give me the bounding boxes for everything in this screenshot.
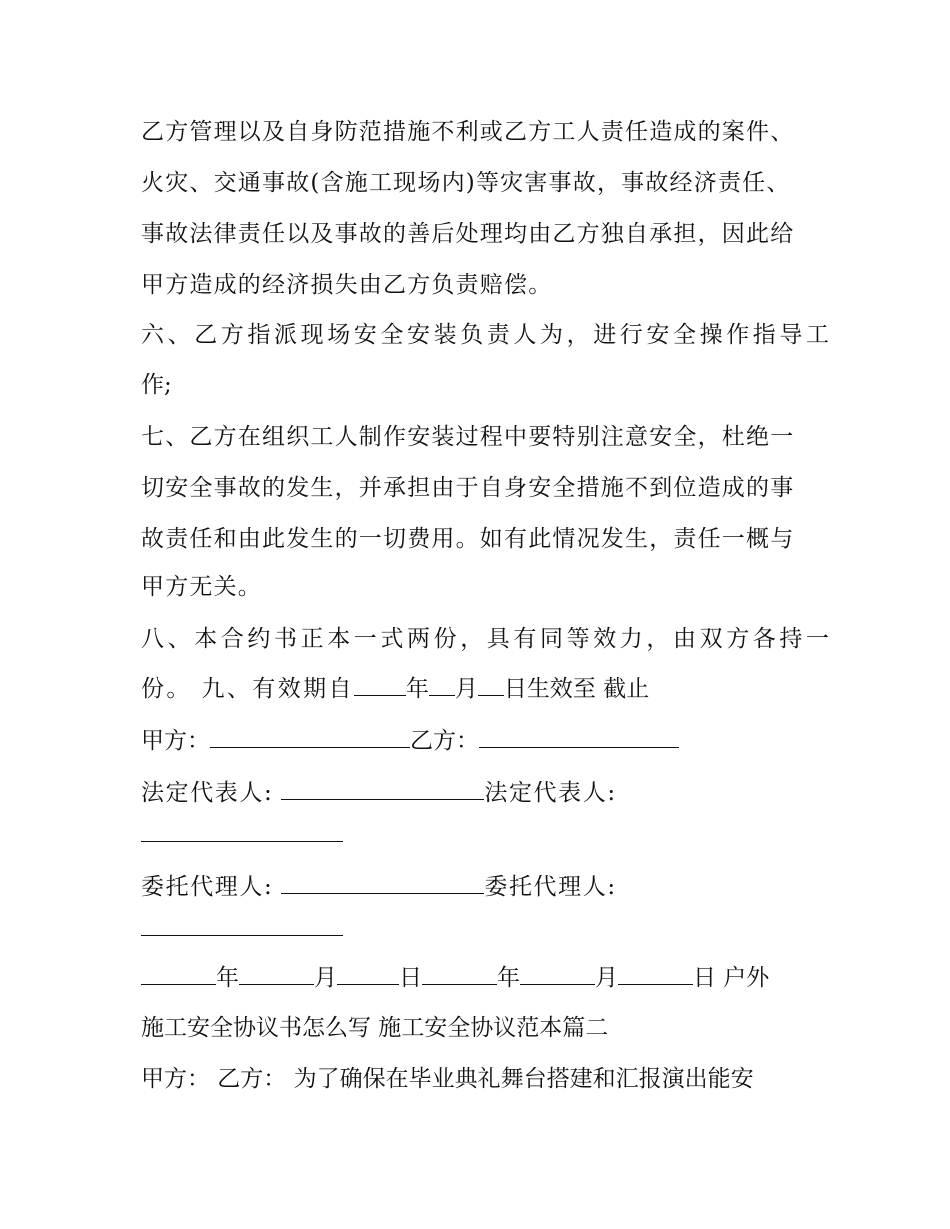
validity-suffix: 日生效至 截止 [503,676,650,702]
clause-seven-line-4: 甲方无关。 [141,574,262,600]
legal-rep-a-label: 法定代表人: [141,780,274,806]
paragraph-line-4: 甲方造成的经济损失由乙方负责赔偿。 [141,272,553,298]
validity-line [141,674,649,704]
legal-rep-line [141,778,617,808]
clause-six: 六、乙方指派现场安全安装负责人为，进行安全操作指导工 [141,322,833,348]
date-blank-2 [239,964,314,985]
legal-rep-b-blank-line [141,820,343,850]
party-a-blank [210,727,410,748]
date-blank-1 [141,964,216,985]
party-b-label: 乙方： [410,728,479,754]
blank-day [478,675,504,696]
date-day-1: 日 [399,965,422,991]
clause-seven-line-1: 七、乙方在组织工人制作安装过程中要特别注意安全，杜绝一 [141,424,795,450]
paragraph-line-3: 事故法律责任以及事故的善后处理均由乙方独自承担，因此给 [141,221,795,247]
party-b-blank [479,727,679,748]
last-line: 甲方： 乙方： 为了确保在毕业典礼舞台搭建和汇报演出能安 [141,1066,754,1092]
legal-rep-a-blank [281,779,484,800]
date-year-1: 年 [216,965,239,991]
date-day-2: 日 [693,965,716,991]
legal-rep-b-label: 法定代表人: [484,780,617,806]
agent-line [141,872,617,902]
date-blank-5 [520,964,595,985]
agent-a-label: 委托代理人: [141,874,274,900]
party-a-label: 甲方： [141,728,210,754]
agent-b-label: 委托代理人: [484,874,617,900]
paragraph-line-1: 乙方管理以及自身防范措施不利或乙方工人责任造成的案件、 [141,119,795,145]
clause-seven-line-2: 切安全事故的发生，并承担由于自身安全措施不到位造成的事 [141,475,795,501]
legal-rep-b-blank [141,821,343,842]
section-title: 施工安全协议书怎么写 施工安全协议范本篇二 [141,1015,609,1041]
blank-month [429,675,455,696]
validity-year: 年 [405,676,429,702]
agent-b-blank [141,915,343,936]
validity-prefix: 份。 九、有效期自 [141,676,354,702]
clause-eight: 八、本合约书正本一式两份，具有同等效力，由双方各持一 [141,626,833,652]
clause-six-continued: 作; [141,372,172,398]
party-line [141,726,679,756]
date-month-1: 月 [314,965,337,991]
date-blank-3 [337,964,399,985]
date-trailing-text: 户外 [716,965,770,991]
date-blank-4 [422,964,497,985]
date-month-2: 月 [595,965,618,991]
date-year-2: 年 [497,965,520,991]
paragraph-line-2: 火灾、交通事故(含施工现场内)等灾害事故，事故经济责任、 [141,170,791,196]
agent-b-blank-line [141,914,343,944]
date-blank-6 [618,964,693,985]
blank-year [354,675,406,696]
date-line [141,963,769,993]
clause-seven-line-3: 故责任和由此发生的一切费用。如有此情况发生，责任一概与 [141,526,795,552]
validity-month: 月 [454,676,478,702]
agent-a-blank [281,873,484,894]
